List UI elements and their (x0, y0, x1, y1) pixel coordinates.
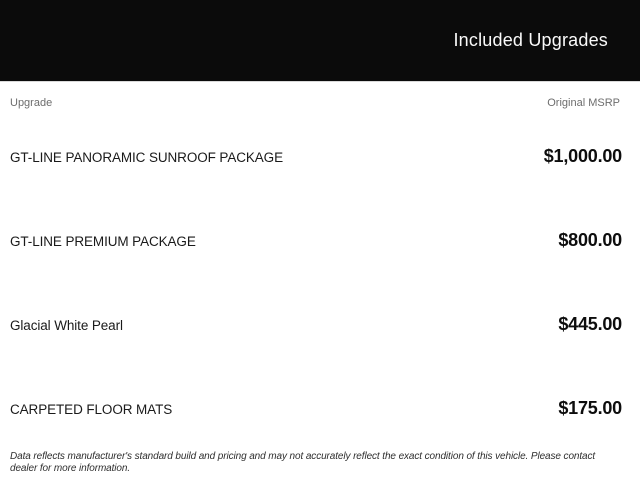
table-row (10, 398, 622, 420)
disclaimer-text: Data reflects manufacturer's standard build and pricing and may not accurately reflect the exact condition of this vehicle. Please contact dealer for more information. (10, 451, 596, 474)
page-title: Included Upgrades (453, 30, 608, 50)
upgrade-price: $175.00 (558, 398, 622, 418)
upgrade-name: GT-LINE PANORAMIC SUNROOF PACKAGE (10, 150, 283, 165)
upgrades-table (0, 96, 640, 475)
upgrade-name: Glacial White Pearl (10, 318, 123, 333)
included-upgrades-header (0, 0, 640, 82)
upgrade-price: $1,000.00 (543, 146, 622, 166)
upgrade-price: $800.00 (558, 230, 622, 250)
table-row (10, 314, 622, 336)
upgrade-rows (10, 146, 622, 420)
column-header-original-msrp: Original MSRP (547, 97, 620, 109)
upgrade-name: CARPETED FLOOR MATS (10, 402, 173, 417)
upgrade-name: GT-LINE PREMIUM PACKAGE (10, 234, 196, 249)
column-header-upgrade: Upgrade (10, 97, 53, 109)
upgrade-price: $445.00 (558, 314, 622, 334)
table-row (10, 230, 622, 252)
table-row (10, 146, 622, 168)
table-column-headers (10, 96, 622, 110)
